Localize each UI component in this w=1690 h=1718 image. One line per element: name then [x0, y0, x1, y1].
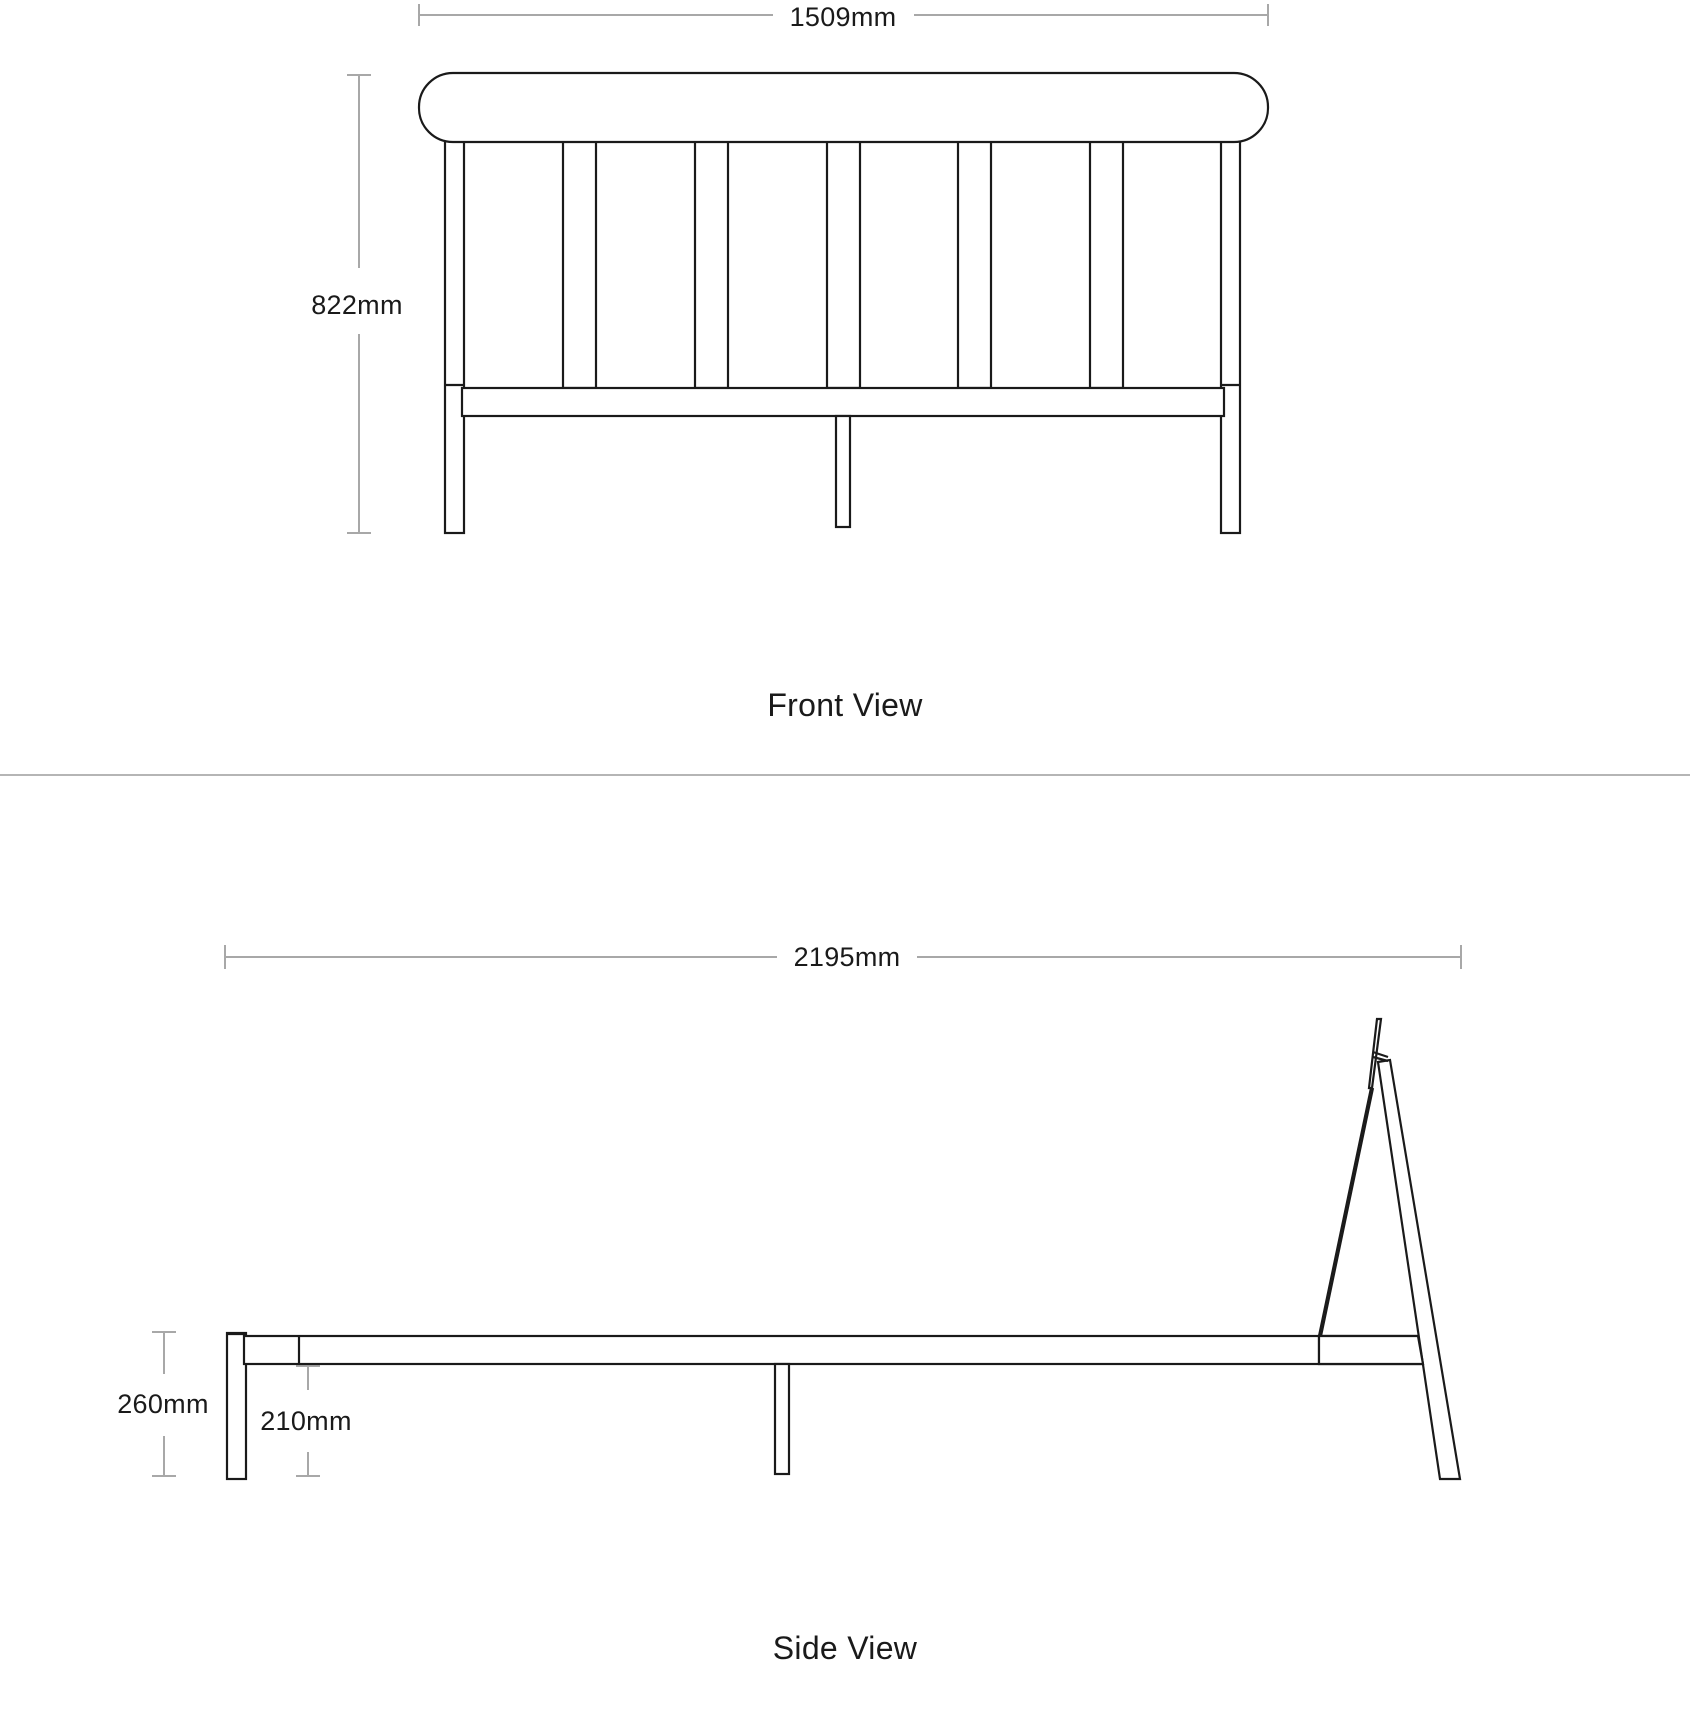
rail-clearance-dimension [260, 1366, 352, 1476]
side-height-label: 260mm [117, 1389, 209, 1419]
side-view [117, 942, 1461, 1666]
front-view [311, 2, 1268, 723]
front-height-dimension [311, 75, 403, 533]
side-rail-end [1319, 1336, 1423, 1364]
front-rail [462, 388, 1224, 416]
side-headboard-brace [1319, 1088, 1371, 1336]
side-rail [244, 1336, 1424, 1364]
front-width-dimension [419, 2, 1268, 32]
rail-clearance-label: 210mm [260, 1406, 352, 1436]
side-center-leg [775, 1364, 789, 1474]
front-width-label: 1509mm [789, 2, 897, 32]
front-view-title: Front View [767, 687, 923, 723]
headboard-slat [695, 140, 728, 388]
headboard-slat [827, 140, 860, 388]
front-center-leg [836, 416, 850, 527]
front-left-post [445, 138, 464, 533]
headboard-cushion [419, 73, 1268, 142]
side-head-post [1378, 1060, 1460, 1479]
side-view-title: Side View [772, 1630, 918, 1666]
front-bed-frame [419, 73, 1268, 533]
side-bed-frame [227, 1019, 1460, 1479]
headboard-slat [1090, 140, 1123, 388]
front-height-label: 822mm [311, 290, 403, 320]
side-length-dimension [225, 942, 1461, 972]
front-right-post [1221, 138, 1240, 533]
side-height-dimension [117, 1332, 209, 1476]
headboard-slat [958, 140, 991, 388]
side-length-label: 2195mm [793, 942, 901, 972]
headboard-slat [563, 140, 596, 388]
